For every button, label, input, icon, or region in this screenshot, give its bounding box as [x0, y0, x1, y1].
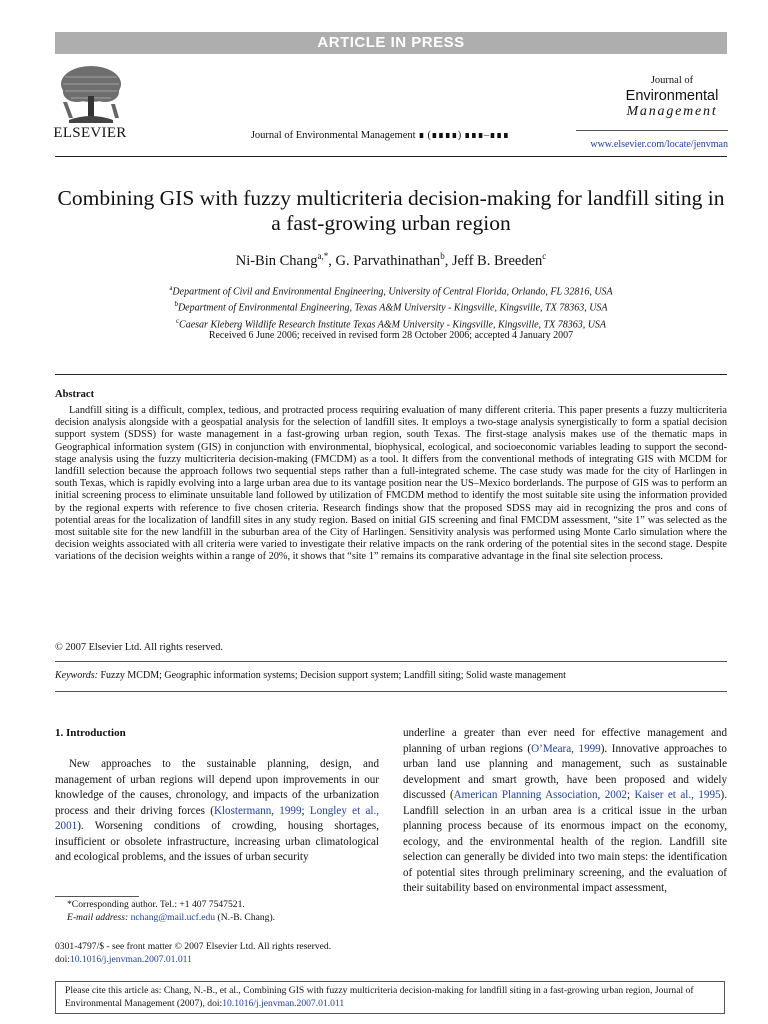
body-text: ). Innovative approaches to urban land use planning and management, such as sustainable development and smart growth, have been proposed and widely discussed ( — [403, 742, 727, 801]
author-affiliation-mark[interactable]: c — [542, 251, 547, 261]
journal-logo-line2: Environmental — [625, 88, 719, 104]
author-name: Jeff B. Breeden — [451, 252, 543, 269]
affiliation-text: Caesar Kleberg Wildlife Research Institute Texas A&M University - Kingsville, Kingsville, TX 78363, USA — [179, 318, 607, 330]
header-divider — [55, 156, 727, 157]
body-text: ). Landfill selection in an urban area is a critical issue in the urban planning process because of its enormous impact on the economy, ecology, and the environmental health of the region. Landfill site selection can generally be divided into two main steps: the identification of potential sites through preliminary screening, and the evaluation of their suitability based on environmental impact assessment, — [403, 789, 728, 894]
affiliation-mark: a — [169, 284, 173, 292]
front-matter-copyright: 0301-4797/$ - see front matter © 2007 Elsevier Ltd. All rights reserved. — [55, 941, 332, 952]
keywords-text: Fuzzy MCDM; Geographic information systems; Decision support system; Landfill siting; Solid waste management — [100, 670, 566, 681]
affiliation-mark: c — [175, 316, 180, 325]
email-link[interactable]: nchang@mail.ucf.edu — [130, 911, 216, 923]
author-affiliation-mark[interactable]: a,* — [317, 251, 329, 261]
abstract-heading: Abstract — [55, 389, 95, 400]
email-label: E-mail address: — [67, 911, 129, 923]
received-dates: Received 6 June 2006; received in revised form 28 October 2006; accepted 4 January 2007 — [208, 330, 574, 341]
email-line — [55, 912, 395, 925]
journal-logo-divider — [576, 130, 728, 131]
journal-citation-line: Journal of Environmental Management ∎ (∎∎∎∎) ∎∎∎–∎∎∎ — [250, 130, 510, 141]
cite-text: Please cite this article as: Chang, N.-B., et al., Combining GIS with fuzzy multicriteria decision-making for landfill siting in a fast-growing urban region, Journal of Environmental Management (2007), doi: — [65, 985, 694, 1009]
affiliation-item — [55, 282, 727, 298]
doi-line — [55, 954, 395, 967]
author-name: G. Parvathinathan — [335, 252, 441, 269]
footnote-divider — [55, 896, 139, 897]
keywords — [55, 670, 727, 681]
citation-link[interactable]: Klostermann, 1999 — [213, 804, 302, 817]
article-title: Combining GIS with fuzzy multicriteria decision-making for landfill siting in a fast-growing urban region — [57, 186, 725, 235]
journal-url-link[interactable]: www.elsevier.com/locate/jenvman — [590, 139, 728, 150]
keywords-divider-bottom — [55, 691, 727, 692]
abstract-divider-top — [55, 374, 727, 375]
journal-logo — [592, 75, 728, 120]
intro-right-column — [403, 726, 727, 897]
citation-link[interactable]: Kaiser et al., 1995 — [634, 789, 721, 801]
affiliation-item — [55, 298, 727, 314]
abstract-copyright: © 2007 Elsevier Ltd. All rights reserved. — [55, 642, 223, 653]
keywords-label: Keywords: — [55, 670, 98, 681]
author-affiliation-mark[interactable]: b — [440, 251, 445, 261]
body-text: ). Worsening conditions of crowding, housing shortages, insufficient or obsolete infrastructure, increasing urban climatological and ecological problems, and the issues of urban security — [55, 820, 379, 863]
cite-this-article-box — [55, 981, 725, 1014]
keywords-divider-top — [55, 661, 727, 662]
body-text: New approaches to the sustainable planning, design, and management of urban regions will depend upon improvements in our knowledge of the causes, chronology, and impacts of the urbanization process and their driving forces ( — [55, 758, 379, 817]
citation-link[interactable]: O’Meara, 1999 — [531, 742, 601, 755]
abstract-body: Landfill siting is a difficult, complex, tedious, and protracted process requiring evaluation of many different criteria. This paper presents a fuzzy multicriteria decision analysis alongside with a geospatial analysis for the selection of landfill sites. It employs a two-stage analysis synergistically to form a spatial decision support system (SDSS) for waste management in a fast-growing urban region, south Texas. The first-stage analysis makes use of the thematic maps in Geographical information system (GIS) in conjunction with environmental, biophysical, ecological, and socioeconomic variables leading to support the second-stage analysis using the fuzzy multicriteria decision-making (FMCDM) as a tool. It differs from the conventional methods of integrating GIS with MCDM for landfill selection because the approach follows two sequential steps rather than a full-integrated scheme. The case study was made for the city of Harlingen in south Texas, which is rapidly evolving into a large urban area due to its vantage position near the US–Mexico borderlands. The purpose of GIS was to perform an initial screening process to eliminate unsuitable land followed by utilization of FMCDM method to identify the most suitable site using the information provided by the regional experts with reference to five chosen criteria. Research findings show that the proposed SDSS may aid in recognizing the pros and cons of potential areas for the localization of landfill sites in any study region. Based on initial GIS screening and final FMCDM assessment, “site 1” was selected as the most suitable site for the new landfill in the suburban area of the City of Harlingen. Sensitivity analysis was performed using Monte Carlo simulation where the decision weights associated with all criteria were varied to investigate their relative impacts on the rank ordering of the potential sites in the second stage. Despite variations of the decision weights within a range of 20%, it shows that “site 1” remains its comparative advantage in the final site selection process. — [55, 405, 727, 563]
doi-link[interactable]: 10.1016/j.jenvman.2007.01.011 — [69, 953, 192, 965]
affiliation-text: Department of Civil and Environmental Engineering, University of Central Florida, Orlando, FL 32816, USA — [172, 286, 613, 298]
front-matter — [55, 941, 395, 966]
affiliations — [55, 282, 727, 331]
affiliation-mark: b — [174, 300, 178, 309]
email-suffix: (N.-B. Chang). — [217, 911, 276, 923]
intro-left-column — [55, 757, 379, 866]
section-heading-introduction: 1. Introduction — [55, 727, 126, 739]
author-list: Ni-Bin Chang$^{a,*}$, G. Parvathinathan$^b$, Jeff B. Breeden$^c$ — [235, 251, 547, 269]
journal-logo-line1: Journal of — [650, 75, 694, 86]
article-in-press-banner: ARTICLE IN PRESS — [55, 32, 727, 54]
body-text: ; — [626, 789, 635, 801]
citation-link[interactable]: American Planning Association, 2002 — [453, 789, 627, 801]
body-text: underline a greater than ever need for effective management and planning of urban regions ( — [403, 727, 727, 755]
footnote — [55, 899, 395, 924]
affiliation-text: Department of Environmental Engineering, Texas A&M University - Kingsville, Kingsville, TX 78363, USA — [177, 302, 608, 314]
corresponding-author-note: *Corresponding author. Tel.: +1 407 7547521. — [67, 899, 245, 910]
doi-label: doi: — [55, 953, 70, 965]
affiliation-item — [55, 315, 727, 331]
publisher-name: ELSEVIER — [53, 125, 127, 141]
body-text: ; — [301, 804, 310, 817]
citation-link[interactable]: Longley et al., 2001 — [55, 804, 380, 832]
author-name: Ni-Bin Chang — [235, 252, 318, 269]
journal-logo-line3: Management — [626, 104, 718, 119]
cite-doi-link[interactable]: 10.1016/j.jenvman.2007.01.011 — [222, 998, 345, 1009]
